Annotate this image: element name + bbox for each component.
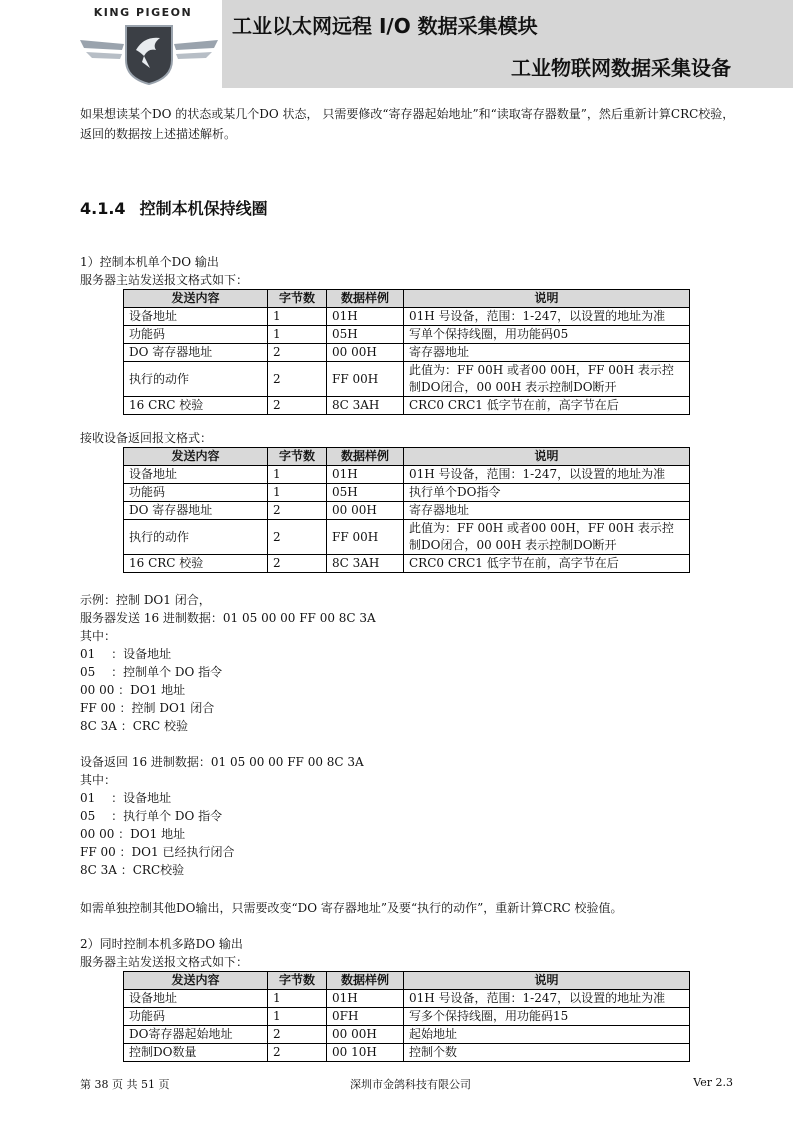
- section-title: 控制本机保持线圈: [139, 199, 268, 218]
- table-row: [124, 397, 690, 415]
- example-line: 其中：: [80, 773, 117, 787]
- table-cell: CRC0 CRC1 低字节在前，高字节在后: [404, 397, 690, 415]
- table-cell: DO 寄存器地址: [124, 344, 268, 362]
- table-cell: 2: [268, 397, 327, 415]
- header-title-line2: 工业物联网数据采集设备: [511, 56, 731, 80]
- table-cell: 设备地址: [124, 466, 268, 484]
- table-cell: 2: [268, 344, 327, 362]
- table-cell: 功能码: [124, 484, 268, 502]
- header-cell: 发送内容: [124, 290, 268, 308]
- example-line: 01 ：设备地址: [80, 647, 172, 661]
- part2-heading: 2）同时控制本机多路DO 输出: [80, 937, 243, 951]
- intro-paragraph: 如果想读某个DO 的状态或某几个DO 状态， 只需要修改“寄存器起始地址”和“读取寄存器数量”，然后重新计算CRC校验，返回的数据按上述描述解析。: [80, 107, 735, 141]
- footer-version: Ver 2.3: [693, 1076, 733, 1089]
- table-cell: 0FH: [327, 1008, 404, 1026]
- table-row: [124, 990, 690, 1008]
- recv-table-single: [123, 447, 690, 573]
- table-cell: 00 10H: [327, 1044, 404, 1062]
- part2-send-label: 服务器主站发送报文格式如下：: [80, 955, 249, 969]
- table-row: [124, 484, 690, 502]
- table-cell: 控制DO数量: [124, 1044, 268, 1062]
- example-line: 05 ：执行单个 DO 指令: [80, 809, 223, 823]
- example-block-recv: [80, 753, 740, 879]
- table-cell: 01H: [327, 466, 404, 484]
- table-cell: 00 00H: [327, 344, 404, 362]
- header-cell: 数据样例: [327, 972, 404, 990]
- example-line: FF 00 ：DO1 已经执行闭合: [80, 845, 235, 859]
- table-cell: 此值为：FF 00H 或者00 00H，FF 00H 表示控制DO闭合，00 00H 表示控制DO断开: [404, 362, 690, 397]
- table-row: [124, 502, 690, 520]
- header-cell: 说明: [404, 290, 690, 308]
- header-cell: 发送内容: [124, 972, 268, 990]
- part1-heading: 1）控制本机单个DO 输出: [80, 255, 219, 269]
- table-row: [124, 1026, 690, 1044]
- table-cell: 写多个保持线圈，用功能码15: [404, 1008, 690, 1026]
- table-cell: 2: [268, 1044, 327, 1062]
- example-block-send: [80, 591, 740, 735]
- table-header-row: [124, 972, 690, 990]
- page-content: [80, 104, 740, 1062]
- header-cell: 数据样例: [327, 448, 404, 466]
- table-cell: CRC0 CRC1 低字节在前，高字节在后: [404, 555, 690, 573]
- table-row: [124, 466, 690, 484]
- table-cell: DO 寄存器地址: [124, 502, 268, 520]
- example-line: 01 ：设备地址: [80, 791, 172, 805]
- table-cell: 01H 号设备，范围：1-247，以设置的地址为准: [404, 466, 690, 484]
- table-row: [124, 1044, 690, 1062]
- table-row: [124, 344, 690, 362]
- example-line: 服务器发送 16 进制数据：01 05 00 00 FF 00 8C 3A: [80, 611, 376, 625]
- header-cell: 字节数: [268, 448, 327, 466]
- example-line: 示例：控制 DO1 闭合，: [80, 593, 211, 607]
- example-line: FF 00 ：控制 DO1 闭合: [80, 701, 215, 715]
- table-cell: 00 00H: [327, 502, 404, 520]
- table-cell: 此值为：FF 00H 或者00 00H，FF 00H 表示控制DO闭合，00 00H 表示控制DO断开: [404, 520, 690, 555]
- table-cell: 05H: [327, 484, 404, 502]
- send-table-single: [123, 289, 690, 415]
- example-line: 00 00 ：DO1 地址: [80, 827, 186, 841]
- send-table-multi: [123, 971, 690, 1062]
- example-line: 8C 3A ：CRC 校验: [80, 719, 188, 733]
- table-cell: 16 CRC 校验: [124, 397, 268, 415]
- table-cell: 执行的动作: [124, 362, 268, 397]
- header-cell: 字节数: [268, 290, 327, 308]
- example-line: 设备返回 16 进制数据：01 05 00 00 FF 00 8C 3A: [80, 755, 364, 769]
- table-cell: 1: [268, 484, 327, 502]
- table-cell: 01H 号设备，范围：1-247，以设置的地址为准: [404, 308, 690, 326]
- header-cell: 说明: [404, 972, 690, 990]
- table-cell: 1: [268, 990, 327, 1008]
- table-cell: 1: [268, 308, 327, 326]
- table-cell: 寄存器地址: [404, 344, 690, 362]
- table-cell: 执行单个DO指令: [404, 484, 690, 502]
- example-line: 8C 3A ：CRC校验: [80, 863, 185, 877]
- table-cell: FF 00H: [327, 520, 404, 555]
- footer-page-number: 第 38 页 共 51 页: [80, 1078, 170, 1091]
- table-row: [124, 362, 690, 397]
- table-cell: 01H: [327, 308, 404, 326]
- header-cell: 说明: [404, 448, 690, 466]
- section-number: 4.1.4: [80, 199, 126, 218]
- table-cell: 00 00H: [327, 1026, 404, 1044]
- table-cell: 寄存器地址: [404, 502, 690, 520]
- company-logo: [78, 6, 222, 86]
- table-cell: 功能码: [124, 326, 268, 344]
- table-cell: 01H 号设备，范围：1-247，以设置的地址为准: [404, 990, 690, 1008]
- table-cell: 01H: [327, 990, 404, 1008]
- table-row: [124, 326, 690, 344]
- table-cell: 2: [268, 362, 327, 397]
- table-cell: 执行的动作: [124, 520, 268, 555]
- table-cell: 16 CRC 校验: [124, 555, 268, 573]
- table-cell: 起始地址: [404, 1026, 690, 1044]
- example-line: 其中：: [80, 629, 117, 643]
- pigeon-shield-icon: [78, 20, 222, 86]
- table-cell: 1: [268, 466, 327, 484]
- section-heading: [80, 196, 740, 219]
- part1-recv-label: 接收设备返回报文格式：: [80, 431, 213, 445]
- table-cell: 1: [268, 326, 327, 344]
- table-cell: 1: [268, 1008, 327, 1026]
- table-cell: 设备地址: [124, 990, 268, 1008]
- table-row: [124, 308, 690, 326]
- table-cell: 写单个保持线圈，用功能码05: [404, 326, 690, 344]
- part1-send-label: 服务器主站发送报文格式如下：: [80, 273, 249, 287]
- table-cell: 功能码: [124, 1008, 268, 1026]
- table-cell: 2: [268, 520, 327, 555]
- example-note: 如需单独控制其他DO输出，只需要改变“DO 寄存器地址”及要“执行的动作”，重新计算CRC 校验值。: [80, 901, 623, 915]
- table-header-row: [124, 448, 690, 466]
- table-cell: 2: [268, 502, 327, 520]
- table-cell: 05H: [327, 326, 404, 344]
- logo-brand-text: KING PIGEON: [93, 6, 193, 19]
- table-header-row: [124, 290, 690, 308]
- table-row: [124, 520, 690, 555]
- example-line: 00 00 ：DO1 地址: [80, 683, 186, 697]
- table-cell: 控制个数: [404, 1044, 690, 1062]
- header-title-line1: 工业以太网远程 I/O 数据采集模块: [232, 14, 538, 38]
- table-row: [124, 1008, 690, 1026]
- header-cell: 数据样例: [327, 290, 404, 308]
- header-cell: 发送内容: [124, 448, 268, 466]
- example-line: 05 ：控制单个 DO 指令: [80, 665, 223, 679]
- table-cell: 设备地址: [124, 308, 268, 326]
- table-cell: FF 00H: [327, 362, 404, 397]
- table-cell: 8C 3AH: [327, 397, 404, 415]
- table-cell: 2: [268, 1026, 327, 1044]
- table-row: [124, 555, 690, 573]
- table-cell: DO寄存器起始地址: [124, 1026, 268, 1044]
- footer-company: 深圳市金鸽科技有限公司: [350, 1078, 471, 1091]
- header-cell: 字节数: [268, 972, 327, 990]
- table-cell: 8C 3AH: [327, 555, 404, 573]
- table-cell: 2: [268, 555, 327, 573]
